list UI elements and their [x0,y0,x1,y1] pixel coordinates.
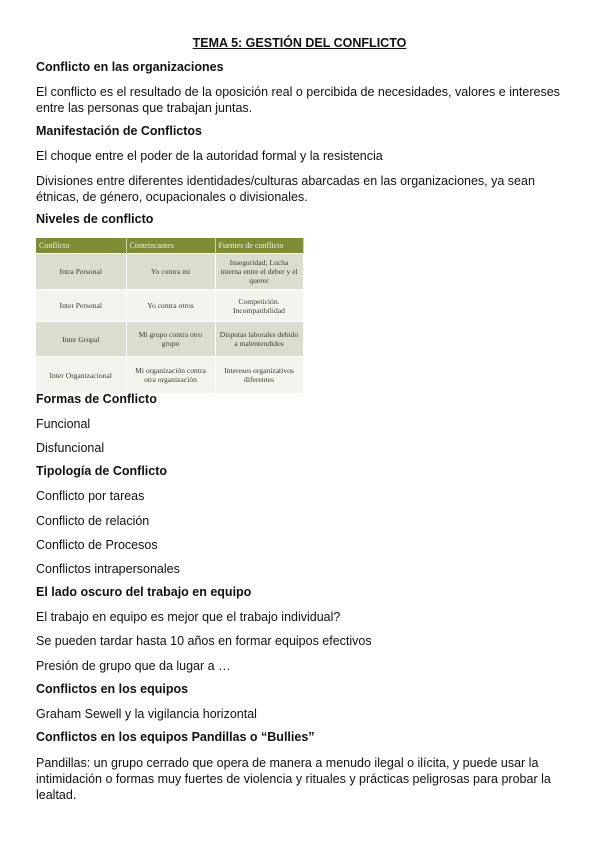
list-item: Conflicto de Procesos [36,538,158,552]
table-row [36,290,303,322]
paragraph-line: Pandillas: un grupo cerrado que opera de manera a menudo ilegal o ilícita, y puede usar la [36,756,539,770]
table-header-cell: Conflicto [36,238,126,254]
table-cell: Yo contra otros [126,290,215,322]
table-header-cell: Fuentes de conflicto [215,238,303,254]
table-cell: Inter Personal [36,290,126,322]
paragraph-line: entre las personas que trabajan juntas. [36,101,253,115]
table-row [36,357,303,394]
paragraph-line: étnicas, de género, ocupacionales o divisionales. [36,190,308,204]
table-cell: Inter Grupal [36,322,126,357]
table-cell: Intra Personal [36,254,126,290]
heading-niveles-conflicto: Niveles de conflicto [36,212,154,226]
table-row [36,254,303,290]
table-cell: Mi grupo contra otro grupo [126,322,215,357]
table-header-row [36,238,303,254]
heading-conflicto-organizaciones: Conflicto en las organizaciones [36,60,224,74]
table-cell: Yo contra mí [126,254,215,290]
document-title: TEMA 5: GESTIÓN DEL CONFLICTO [192,36,407,50]
heading-pandillas-bullies: Conflictos en los equipos Pandillas o “Bullies” [36,730,315,744]
table-cell: Inter Organizacional [36,357,126,394]
table-cell: Competición. Incompatibilidad [215,290,303,322]
paragraph-line: intimidación o formas muy fuertes de violencia y rituales y prácticas peligrosas para probar la [36,772,551,786]
list-item: El trabajo en equipo es mejor que el trabajo individual? [36,610,341,624]
table-cell: Inseguridad; Lucha interna entre el deber y el querer [215,254,303,290]
list-item: Funcional [36,417,91,431]
paragraph-line: lealtad. [36,788,77,802]
table-cell: Mi organización contra otra organización [126,357,215,394]
table-cell: Disputas laborales debido a malentendidos [215,322,303,357]
list-item: Conflicto de relación [36,514,150,528]
heading-manifestacion-conflictos: Manifestación de Conflictos [36,124,202,138]
table-cell: Intereses organizativos diferentes [215,357,303,394]
table-row [36,322,303,357]
paragraph-line: Divisiones entre diferentes identidades/culturas abarcadas en las organizaciones, ya sean [36,174,535,188]
list-item: Conflicto por tareas [36,489,145,503]
paragraph-line: El choque entre el poder de la autoridad formal y la resistencia [36,149,383,163]
table-header-cell: Contrincantes [126,238,215,254]
list-item: Presión de grupo que da lugar a … [36,659,231,673]
niveles-conflicto-table [36,238,304,393]
heading-lado-oscuro: El lado oscuro del trabajo en equipo [36,585,252,599]
heading-formas-conflicto: Formas de Conflicto [36,392,157,406]
heading-tipologia-conflicto: Tipología de Conflicto [36,464,168,478]
paragraph-line: El conflicto es el resultado de la oposición real o percibida de necesidades, valores e intereses [36,85,560,99]
heading-conflictos-equipos: Conflictos en los equipos [36,682,189,696]
list-item: Se pueden tardar hasta 10 años en formar equipos efectivos [36,634,372,648]
list-item: Graham Sewell y la vigilancia horizontal [36,707,257,721]
list-item: Disfuncional [36,441,105,455]
list-item: Conflictos intrapersonales [36,562,180,576]
